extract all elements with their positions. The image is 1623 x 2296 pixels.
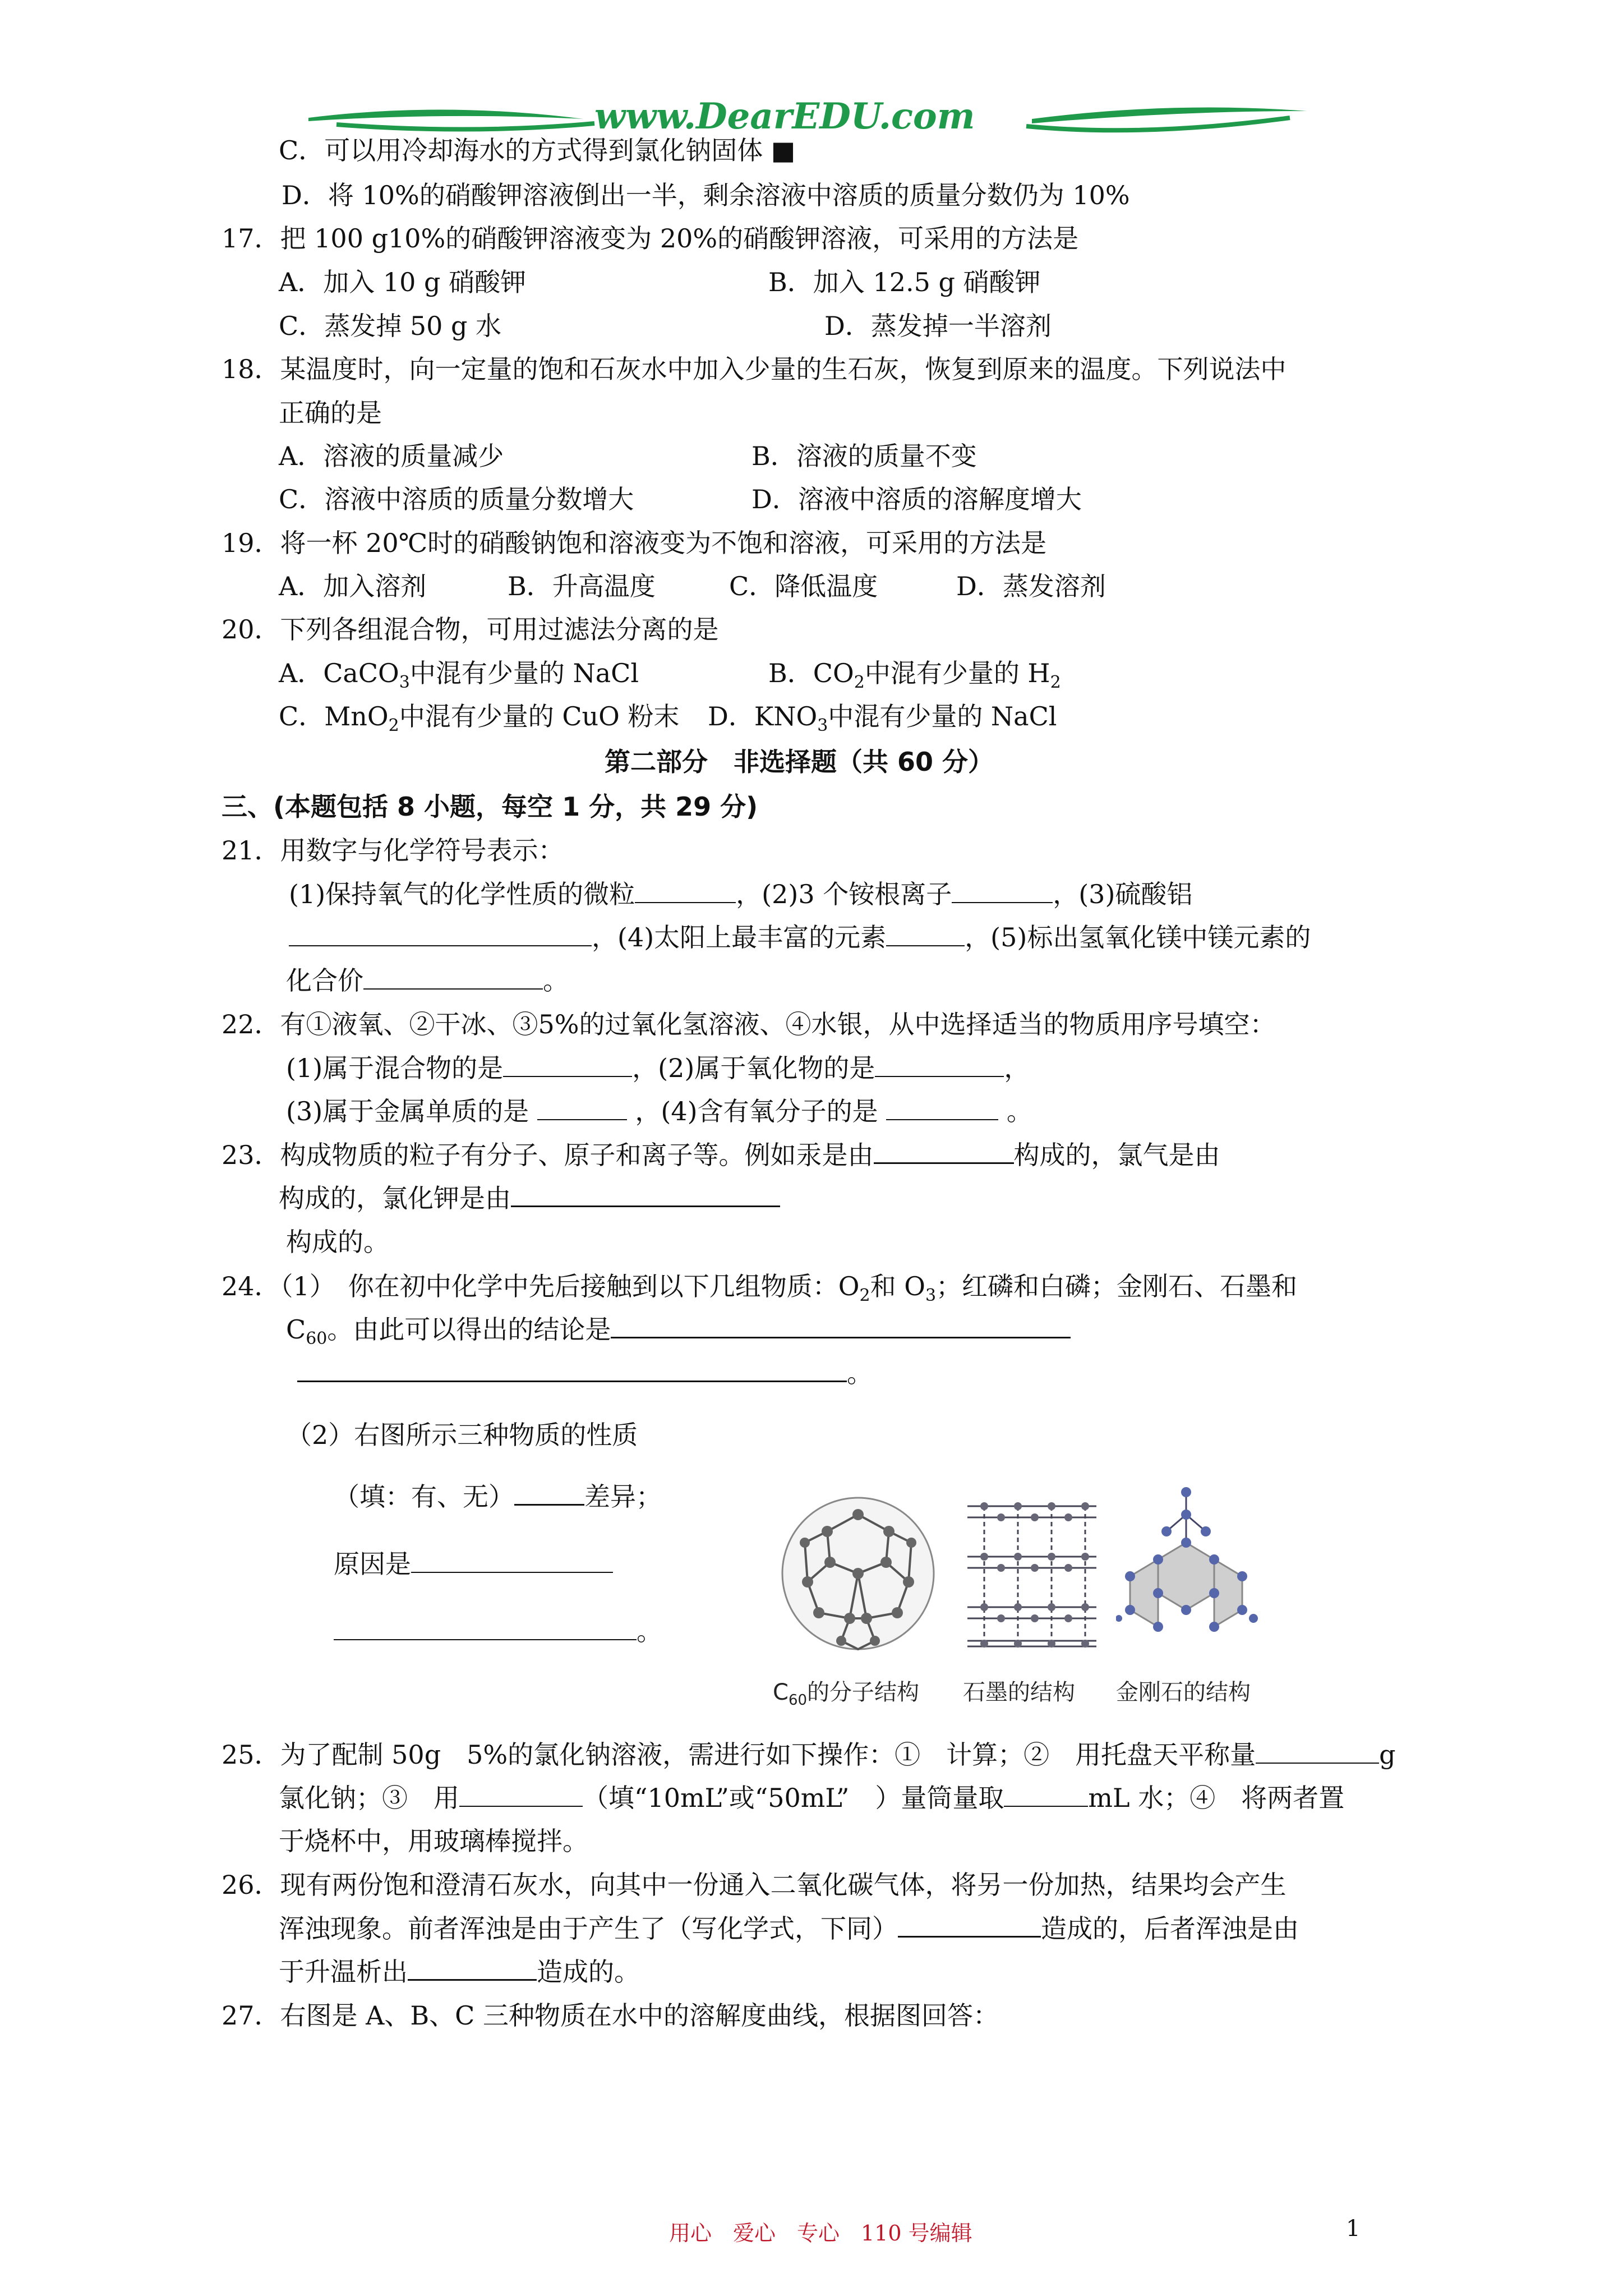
diamond-structure-image — [1116, 1481, 1262, 1638]
q24-reason-line: 原因是 — [334, 1548, 613, 1580]
q20-option-c: C．MnO$_2$中混有少量的 CuO 粉末 — [279, 701, 680, 736]
q23-blank-2[interactable] — [511, 1183, 780, 1207]
q21-blank-3[interactable] — [289, 923, 592, 946]
q21-line2: ，(4)太阳上最丰富的元素 ，(5)标出氢氧化镁中镁元素的 — [289, 922, 1311, 953]
q17-option-a: A．加入 10 g 硝酸钾 — [279, 267, 527, 297]
q22-blank-4[interactable] — [886, 1097, 998, 1120]
q21-blank-1[interactable] — [635, 880, 736, 903]
q19-stem: 19．将一杯 20℃时的硝酸钠饱和溶液变为不饱和溶液，可采用的方法是 — [222, 528, 1047, 558]
q22-line1: (1)属于混合物的是 ，(2)属于氧化物的是 ， — [286, 1053, 1030, 1083]
q24-blank-4[interactable] — [411, 1549, 613, 1573]
q23-blank-1[interactable] — [874, 1140, 1014, 1164]
q16-option-c: C．可以用冷却海水的方式得到氯化钠固体 ■ — [279, 135, 796, 165]
q24-blank-2[interactable] — [297, 1358, 847, 1382]
q21-blank-5[interactable] — [363, 966, 543, 990]
logo-text: www.DearEDU.com — [594, 95, 975, 137]
q21-blank-2[interactable] — [952, 880, 1053, 903]
q21-blank-4[interactable] — [886, 923, 965, 946]
page-number: 1 — [1346, 2216, 1361, 2242]
section3-title: 三、(本题包括 8 小题，每空 1 分，共 29 分) — [222, 792, 758, 822]
diamond-caption: 金刚石的结构 — [1116, 1680, 1251, 1705]
q24-reason-line2: 。 — [334, 1616, 662, 1647]
graphite-structure-image — [962, 1495, 1102, 1652]
q22-blank-3[interactable] — [537, 1097, 627, 1120]
q26-blank-2[interactable] — [408, 1957, 537, 1981]
q20-stem: 20．下列各组混合物，可用过滤法分离的是 — [222, 614, 719, 645]
q25-blank-1[interactable] — [1256, 1740, 1379, 1764]
q26-line1: 26．现有两份饱和澄清石灰水，向其中一份通入二氧化碳气体，将另一份加热，结果均会产生 — [222, 1870, 1287, 1900]
q23-line2: 构成的，氯化钾是由 — [279, 1182, 780, 1214]
q26-blank-1[interactable] — [898, 1913, 1041, 1938]
q24-blank-3[interactable] — [514, 1481, 584, 1506]
q17-option-b: B．加入 12.5 g 硝酸钾 — [768, 267, 1041, 297]
q19-option-a: A．加入溶剂 — [279, 571, 427, 601]
q17-stem: 17．把 100 g10%的硝酸钾溶液变为 20%的硝酸钾溶液，可采用的方法是 — [222, 223, 1079, 254]
q25-line1: 25．为了配制 50g 5%的氯化钠溶液，需进行如下操作：① 计算；② 用托盘天平称量 g — [222, 1740, 1396, 1770]
q24-blank-5[interactable] — [334, 1617, 637, 1640]
q18-option-a: A．溶液的质量减少 — [279, 441, 504, 471]
q24-fill-line: （填：有、无） 差异； — [334, 1481, 662, 1512]
q25-line2: 氯化钠；③ 用 （填“10mL”或“50mL” ）量筒量取 mL 水；④ 将两者置 — [279, 1783, 1345, 1813]
q24-line3: 。 — [297, 1358, 873, 1389]
q21-line3: 化合价 。 — [286, 965, 569, 996]
q16-option-d: D．将 10%的硝酸钾溶液倒出一半，剩余溶液中溶质的质量分数仍为 10% — [282, 180, 1130, 210]
q20-option-d: D．$KNO_3$中混有少量的 NaCl — [708, 701, 1057, 736]
footer-text: 用心 爱心 专心 110 号编辑 — [669, 2221, 972, 2246]
q23-line3: 构成的。 — [286, 1227, 389, 1257]
c60-structure-image — [777, 1492, 939, 1655]
q26-line2: 浑浊现象。前者浑浊是由于产生了（写化学式，下同） 造成的，后者浑浊是由 — [279, 1913, 1299, 1944]
q24-line2: $C_{60}$。由此可以得出的结论是 — [286, 1314, 1071, 1355]
part2-title: 第二部分 非选择题（共 60 分） — [605, 747, 994, 777]
q21-stem: 21．用数字与化学符号表示： — [222, 835, 564, 866]
q24-part2: （2）右图所示三种物质的性质 — [286, 1420, 638, 1450]
q17-option-c: C．蒸发掉 50 g 水 — [279, 311, 502, 341]
q23-line1: 23．构成物质的粒子有分子、原子和离子等。例如汞是由 构成的，氯气是由 — [222, 1140, 1220, 1170]
q25-line3: 于烧杯中，用玻璃棒搅拌。 — [279, 1826, 588, 1856]
q18-option-d: D．溶液中溶质的溶解度增大 — [751, 484, 1082, 514]
q27-stem: 27．右图是 A、B、C 三种物质在水中的溶解度曲线，根据图回答： — [222, 2000, 999, 2031]
q21-line1: (1)保持氧气的化学性质的微粒 ，(2)3 个铵根离子 ，(3)硫酸铝 — [289, 879, 1193, 909]
q18-stem-line2: 正确的是 — [279, 398, 382, 428]
q18-option-c: C．溶液中溶质的质量分数增大 — [279, 484, 634, 514]
q25-blank-3[interactable] — [1004, 1783, 1088, 1807]
q26-line3: 于升温析出 造成的。 — [279, 1957, 640, 1987]
q19-option-c: C．降低温度 — [729, 571, 878, 601]
q22-line2: (3)属于金属单质的是 ，(4)含有氧分子的是 。 — [286, 1096, 1032, 1126]
q22-blank-2[interactable] — [875, 1053, 1004, 1077]
c60-caption: $C_{60}$的分子结构 — [773, 1680, 920, 1709]
q18-stem-line1: 18．某温度时，向一定量的饱和石灰水中加入少量的生石灰，恢复到原来的温度。下列说法中 — [222, 354, 1287, 384]
q22-stem: 22．有①液氧、②干冰、③5%的过氧化氢溶液、④水银，从中选择适当的物质用序号填空： — [222, 1009, 1276, 1039]
q18-option-b: B．溶液的质量不变 — [751, 441, 977, 471]
q17-option-d: D．蒸发掉一半溶剂 — [824, 311, 1052, 341]
q24-line1: 24．（1） 你在初中化学中先后接触到以下几组物质：$O_2$和 $O_3$；红磷和白磷；金刚石、石墨和 — [222, 1271, 1298, 1306]
q20-option-a: A．CaCO$_3$中混有少量的 NaCl — [279, 658, 639, 693]
q24-blank-1[interactable] — [611, 1314, 1071, 1338]
q25-blank-2[interactable] — [459, 1783, 583, 1807]
q19-option-d: D．蒸发溶剂 — [956, 571, 1106, 601]
q20-option-b: B．$CO_2$中混有少量的 $H_2$ — [768, 658, 1061, 693]
q19-option-b: B．升高温度 — [508, 571, 656, 601]
q22-blank-1[interactable] — [503, 1053, 632, 1077]
graphite-caption: 石墨的结构 — [963, 1680, 1075, 1705]
